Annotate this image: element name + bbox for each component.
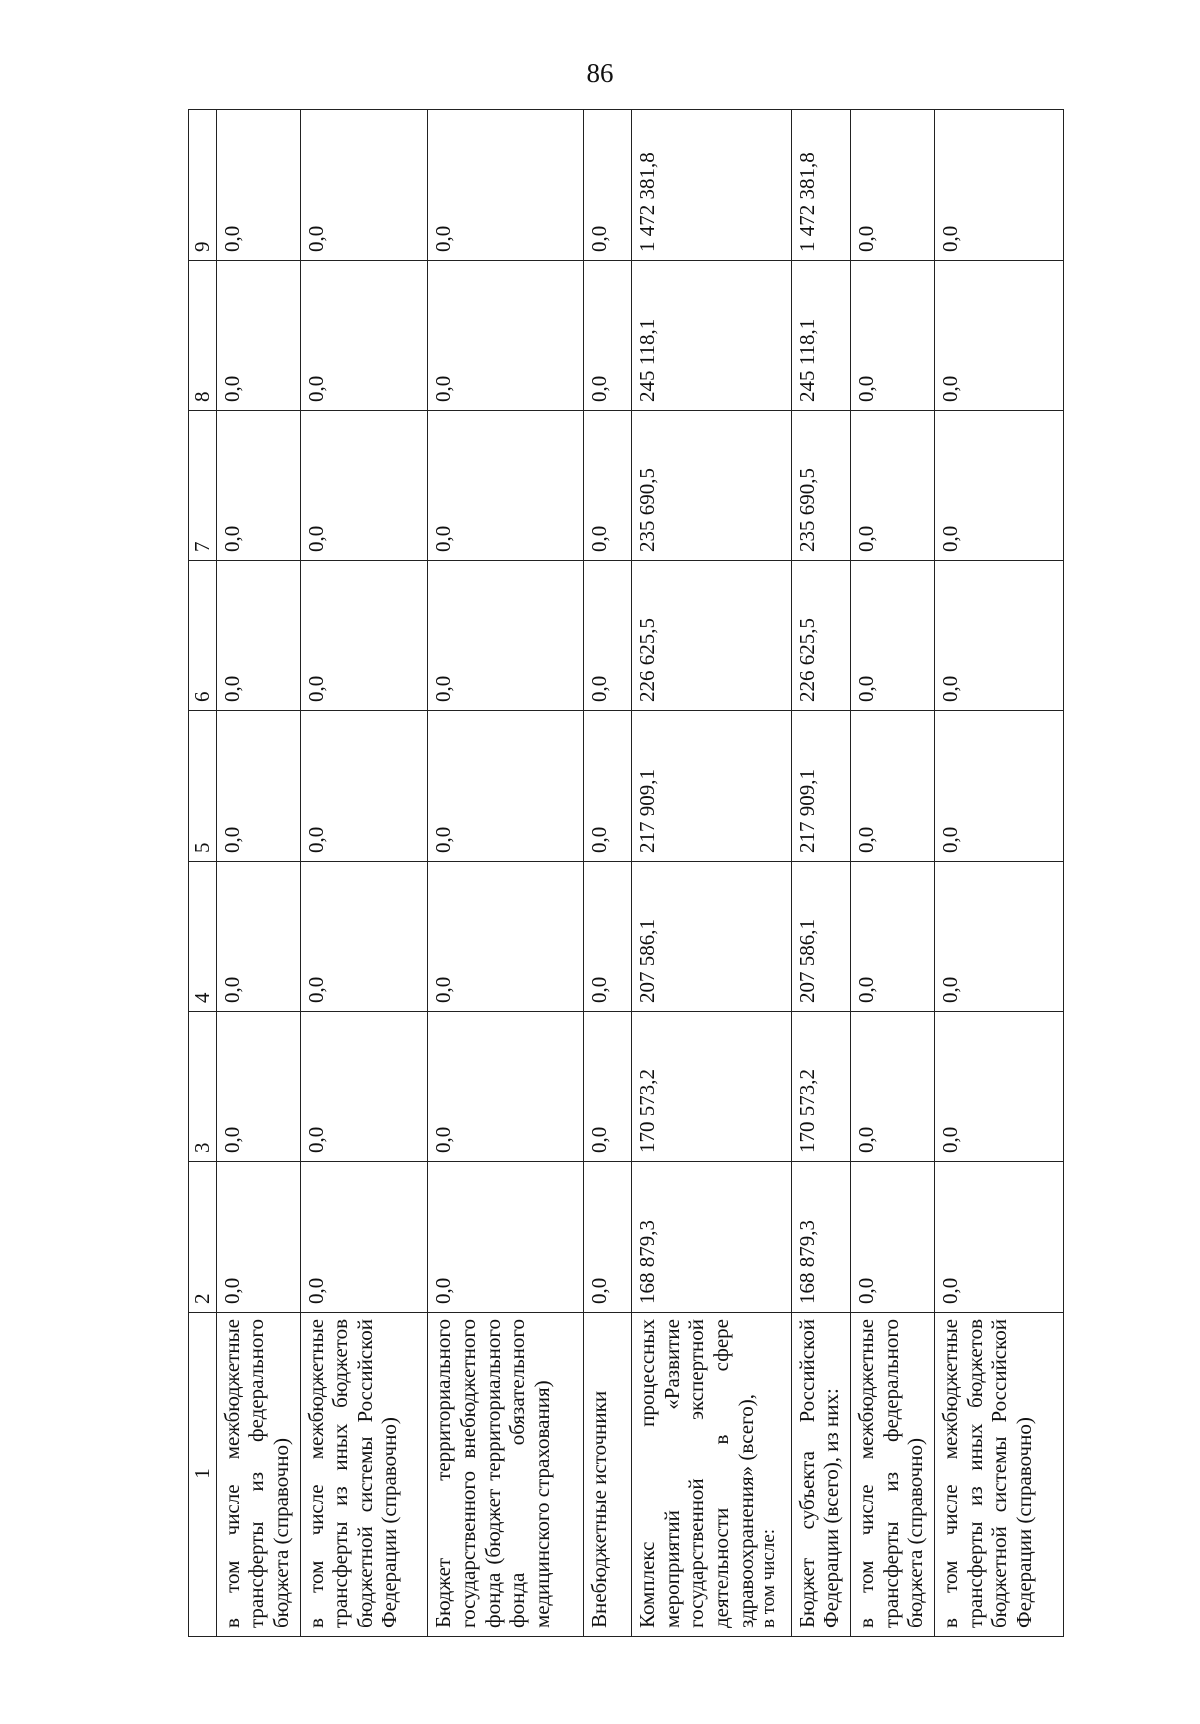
value-cell: 235 690,5: [791, 411, 850, 561]
value-cell: 170 573,2: [632, 1012, 792, 1162]
value-cell: 0,0: [216, 711, 300, 862]
value-cell: 0,0: [850, 411, 934, 561]
header-cell: 3: [189, 1012, 217, 1162]
value-cell: 0,0: [583, 411, 632, 561]
value-cell: 0,0: [850, 261, 934, 411]
value-cell: 168 879,3: [791, 1162, 850, 1313]
value-cell: 245 118,1: [632, 261, 792, 411]
row-label: в том числе межбюджетные трансферты из иных бюджетов бюджетной системы Российской Федерации (справочно): [300, 1313, 428, 1637]
page-number: 86: [586, 58, 614, 88]
table-row: [850, 110, 934, 1637]
value-cell: 0,0: [583, 862, 632, 1012]
value-cell: 0,0: [428, 561, 583, 711]
value-cell: 0,0: [428, 110, 583, 261]
header-cell: 7: [189, 411, 217, 561]
value-cell: 217 909,1: [632, 711, 792, 862]
value-cell: 0,0: [935, 110, 1064, 261]
row-label: Бюджет субъекта Российской Федерации (всего), из них:: [791, 1313, 850, 1637]
value-cell: 0,0: [850, 711, 934, 862]
header-cell: 9: [189, 110, 217, 261]
value-cell: 0,0: [216, 561, 300, 711]
value-cell: 207 586,1: [632, 862, 792, 1012]
value-cell: 0,0: [428, 711, 583, 862]
value-cell: 0,0: [935, 711, 1064, 862]
header-cell: 6: [189, 561, 217, 711]
budget-table: [188, 109, 1064, 1637]
value-cell: 168 879,3: [632, 1162, 792, 1313]
value-cell: 0,0: [300, 261, 428, 411]
value-cell: 0,0: [300, 711, 428, 862]
table-container: [188, 110, 1064, 1637]
table-row: [300, 110, 428, 1637]
value-cell: 0,0: [300, 561, 428, 711]
header-cell: 5: [189, 711, 217, 862]
value-cell: 1 472 381,8: [791, 110, 850, 261]
value-cell: 0,0: [300, 110, 428, 261]
value-cell: 0,0: [428, 261, 583, 411]
value-cell: 0,0: [850, 1012, 934, 1162]
value-cell: 0,0: [583, 110, 632, 261]
row-label: в том числе межбюджетные трансферты из иных бюджетов бюджетной системы Российской Федерации (справочно): [935, 1313, 1064, 1637]
value-cell: 0,0: [850, 561, 934, 711]
value-cell: 0,0: [935, 1162, 1064, 1313]
value-cell: 0,0: [300, 862, 428, 1012]
row-label: Бюджет территориального государственного внебюджетного фонда (бюджет территориального фонда обязательного медицинского страхования): [428, 1313, 583, 1637]
row-label-cell: [632, 1313, 792, 1637]
row-label: Комплекс процессных мероприятий «Развитие государственной экспертной деятельности в сфере здравоохранения» (всего),: [635, 1319, 758, 1628]
value-cell: 0,0: [583, 711, 632, 862]
value-cell: 0,0: [216, 110, 300, 261]
value-cell: 0,0: [583, 1012, 632, 1162]
value-cell: 226 625,5: [791, 561, 850, 711]
value-cell: 0,0: [428, 411, 583, 561]
table-header-row: [189, 110, 217, 1637]
table-row: [216, 110, 300, 1637]
value-cell: 217 909,1: [791, 711, 850, 862]
value-cell: 0,0: [935, 411, 1064, 561]
value-cell: 0,0: [216, 1012, 300, 1162]
table-row: [583, 110, 632, 1637]
value-cell: 245 118,1: [791, 261, 850, 411]
header-cell: 4: [189, 862, 217, 1012]
table-row: [428, 110, 583, 1637]
table-row: [632, 110, 792, 1637]
value-cell: 0,0: [583, 261, 632, 411]
header-cell: 1: [189, 1313, 217, 1637]
table-row: [935, 110, 1064, 1637]
value-cell: 0,0: [216, 1162, 300, 1313]
header-cell: 8: [189, 261, 217, 411]
row-sublabel: в том числе:: [758, 1528, 780, 1628]
value-cell: 0,0: [935, 261, 1064, 411]
table-row: [791, 110, 850, 1637]
value-cell: 0,0: [850, 1162, 934, 1313]
value-cell: 0,0: [428, 862, 583, 1012]
value-cell: 235 690,5: [632, 411, 792, 561]
value-cell: 0,0: [216, 261, 300, 411]
value-cell: 226 625,5: [632, 561, 792, 711]
value-cell: 0,0: [428, 1162, 583, 1313]
row-label: в том числе межбюджетные трансферты из федерального бюджета (справочно): [216, 1313, 300, 1637]
header-cell: 2: [189, 1162, 217, 1313]
value-cell: 1 472 381,8: [632, 110, 792, 261]
value-cell: 0,0: [300, 411, 428, 561]
value-cell: 0,0: [216, 411, 300, 561]
value-cell: 0,0: [428, 1012, 583, 1162]
value-cell: 0,0: [850, 110, 934, 261]
value-cell: 0,0: [583, 1162, 632, 1313]
value-cell: 0,0: [216, 862, 300, 1012]
value-cell: 0,0: [935, 862, 1064, 1012]
row-label: Внебюджетные источники: [583, 1313, 632, 1637]
value-cell: 0,0: [583, 561, 632, 711]
value-cell: 0,0: [300, 1162, 428, 1313]
value-cell: 207 586,1: [791, 862, 850, 1012]
value-cell: 0,0: [935, 561, 1064, 711]
value-cell: 0,0: [850, 862, 934, 1012]
row-label: в том числе межбюджетные трансферты из федерального бюджета (справочно): [850, 1313, 934, 1637]
value-cell: 0,0: [935, 1012, 1064, 1162]
value-cell: 170 573,2: [791, 1012, 850, 1162]
value-cell: 0,0: [300, 1012, 428, 1162]
